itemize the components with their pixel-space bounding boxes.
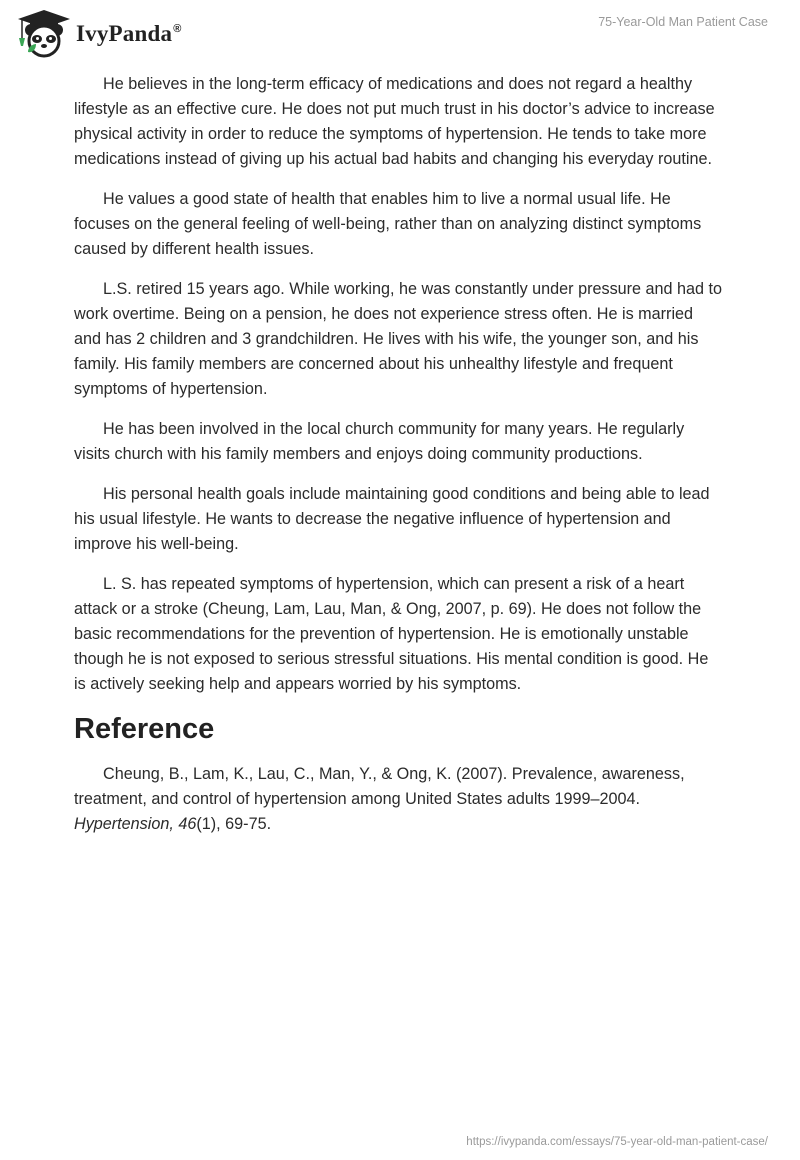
reference-journal: Hypertension, 46 (74, 815, 197, 833)
paragraph-6: L. S. has repeated symptoms of hypertension, which can present a risk of a heart attack or a stroke (Cheung, Lam, Lau, Man, & Ong, 2007, p. 69). He does not follow the basic recommendations for the prevention of hypertension. He is emotionally unstable though he is not exposed to serious stressful situations. His mental condition is good. He is actively seeking help and appears worried by his symptoms. (74, 575, 709, 693)
registered-mark: ® (173, 23, 182, 36)
page-header (0, 0, 800, 70)
paragraph-3: L.S. retired 15 years ago. While working, he was constantly under pressure and had to work overtime. Being on a pension, he does not experience stress often. He is married and has 2 children and 3 grandchildren. He lives with his wife, the younger son, and his family. His family members are concerned about his unhealthy lifestyle and frequent symptoms of hypertension. (74, 280, 723, 398)
brand-logo[interactable] (14, 8, 182, 60)
document-title: 75-Year-Old Man Patient Case (598, 15, 768, 29)
panda-graduate-icon (14, 8, 74, 60)
reference-entry (74, 762, 724, 837)
brand-name-text: IvyPanda (76, 21, 173, 46)
paragraph-4: He has been involved in the local church community for many years. He regularly visits church with his family members and enjoys doing community productions. (74, 420, 685, 463)
reference-heading: Reference (74, 713, 215, 745)
paragraph-2: He values a good state of health that enables him to live a normal usual life. He focuses on the general feeling of well-being, rather than on analyzing distinct symptoms caused by different health issues. (74, 190, 702, 258)
reference-authors-title: Cheung, B., Lam, K., Lau, C., Man, Y., & Ong, K. (2007). Prevalence, awareness, treatment, and control of hypertension among United States adults 1999–2004. (74, 765, 685, 808)
essay-content (74, 72, 724, 837)
source-url[interactable]: https://ivypanda.com/essays/75-year-old-man-patient-case/ (466, 1136, 768, 1148)
brand-name (76, 21, 182, 47)
paragraph-1: He believes in the long-term efficacy of medications and does not regard a healthy lifestyle as an effective cure. He does not put much trust in his doctor’s advice to increase physical activity in order to reduce the symptoms of hypertension. He tends to take more medications instead of giving up his actual bad habits and changing his everyday routine. (74, 75, 715, 168)
reference-pages: (1), 69-75. (196, 815, 272, 833)
paragraph-5: His personal health goals include maintaining good conditions and being able to lead his usual lifestyle. He wants to decrease the negative influence of hypertension and improve his well-being. (74, 485, 710, 553)
